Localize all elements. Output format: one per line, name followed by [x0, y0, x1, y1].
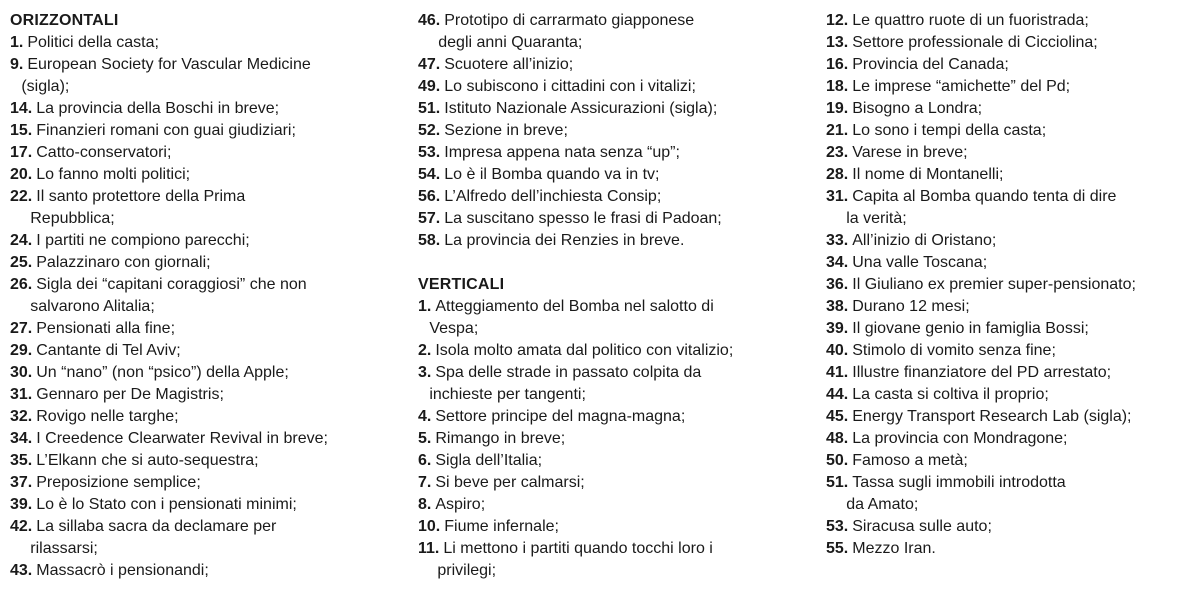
clue-number: 38. — [826, 298, 849, 315]
clue-line-1: Il nome di Montanelli; — [852, 166, 1004, 183]
clue-number: 51. — [826, 474, 849, 491]
clue-text — [435, 494, 485, 516]
clue-item — [10, 230, 405, 252]
clue-item — [10, 384, 405, 406]
clue-text — [36, 142, 171, 164]
clue-line-1: Le imprese “amichette” del Pd; — [852, 78, 1071, 95]
clue-text — [852, 164, 1003, 186]
clue-text — [852, 450, 968, 472]
clue-text — [36, 560, 209, 582]
clue-number: 18. — [826, 78, 849, 95]
clue-text — [852, 428, 1067, 450]
clue-number: 6. — [418, 452, 432, 469]
clue-item — [418, 428, 813, 450]
clue-item — [826, 142, 1196, 164]
clue-item — [826, 516, 1196, 538]
clue-line-1: Si beve per calmarsi; — [435, 474, 585, 491]
clue-text — [852, 362, 1111, 384]
clue-text — [846, 186, 1117, 230]
clue-number: 13. — [826, 34, 849, 51]
clue-text — [444, 98, 717, 120]
clue-number: 55. — [826, 540, 849, 557]
clue-line-1: Isola molto amata dal politico con vitalizio; — [435, 342, 734, 359]
clue-text — [852, 340, 1056, 362]
clue-line-1: Il giovane genio in famiglia Bossi; — [852, 320, 1089, 337]
clue-text — [30, 516, 277, 560]
clue-line-1: Varese in breve; — [852, 144, 968, 161]
verticali-list-col3 — [826, 10, 1196, 560]
clue-line-1: Lo sono i tempi della casta; — [852, 122, 1047, 139]
clue-text — [36, 252, 210, 274]
clue-number: 4. — [418, 408, 432, 425]
clue-number: 26. — [10, 276, 33, 293]
clue-number: 12. — [826, 12, 849, 29]
clue-item — [418, 406, 813, 428]
clue-line-2: privilegi; — [437, 562, 497, 579]
clue-text — [36, 362, 289, 384]
section-spacer — [418, 252, 813, 274]
clue-item — [10, 186, 405, 230]
clue-line-2: Repubblica; — [30, 210, 115, 227]
clue-number: 1. — [418, 298, 432, 315]
orizzontali-list-col2 — [418, 10, 813, 252]
clue-item — [826, 98, 1196, 120]
clue-item — [418, 76, 813, 98]
clue-line-1: Tassa sugli immobili introdotta — [852, 474, 1066, 491]
clue-text — [36, 406, 178, 428]
clue-line-1: Rovigo nelle targhe; — [36, 408, 179, 425]
clue-item — [826, 318, 1196, 340]
clue-line-1: Capita al Bomba quando tenta di dire — [852, 188, 1117, 205]
clue-text — [36, 98, 279, 120]
clue-text — [435, 428, 565, 450]
clue-text — [36, 428, 328, 450]
clue-line-1: Pensionati alla fine; — [36, 320, 176, 337]
clue-line-1: European Society for Vascular Medicine — [27, 56, 311, 73]
clue-line-2: Vespa; — [429, 320, 479, 337]
clue-line-2: (sigla); — [21, 78, 70, 95]
clue-line-1: Stimolo di vomito senza fine; — [852, 342, 1056, 359]
clue-number: 35. — [10, 452, 33, 469]
clue-text — [438, 10, 695, 54]
clue-number: 53. — [418, 144, 441, 161]
clue-text — [444, 186, 661, 208]
clue-item — [10, 406, 405, 428]
clue-line-1: Settore professionale di Cicciolina; — [852, 34, 1098, 51]
clue-text — [36, 494, 297, 516]
clue-number: 36. — [826, 276, 849, 293]
clue-line-1: Lo è lo Stato con i pensionati minimi; — [36, 496, 297, 513]
clue-line-1: Finanzieri romani con guai giudiziari; — [36, 122, 296, 139]
clue-text — [852, 120, 1046, 142]
clue-item — [418, 362, 813, 406]
clue-number: 23. — [826, 144, 849, 161]
clue-item — [418, 120, 813, 142]
clue-item — [826, 472, 1196, 516]
clue-text — [444, 120, 568, 142]
clue-text — [852, 32, 1097, 54]
clue-line-1: Istituto Nazionale Assicurazioni (sigla); — [444, 100, 718, 117]
clue-number: 58. — [418, 232, 441, 249]
clue-text — [36, 318, 175, 340]
clue-item — [10, 362, 405, 384]
clue-line-1: Settore principe del magna-magna; — [435, 408, 686, 425]
clue-line-1: Scuotere all’inizio; — [444, 56, 574, 73]
clue-line-1: Sigla dell’Italia; — [435, 452, 543, 469]
clue-line-1: Siracusa sulle auto; — [852, 518, 992, 535]
clue-number: 34. — [10, 430, 33, 447]
clue-text — [437, 538, 713, 582]
clue-number: 10. — [418, 518, 441, 535]
clue-line-1: I Creedence Clearwater Revival in breve; — [36, 430, 328, 447]
clue-line-1: Impresa appena nata senza “up”; — [444, 144, 680, 161]
clue-line-1: Aspiro; — [435, 496, 486, 513]
clue-item — [10, 560, 405, 582]
clue-item — [10, 98, 405, 120]
clue-text — [435, 406, 685, 428]
clue-line-1: La provincia con Mondragone; — [852, 430, 1068, 447]
clue-line-1: Preposizione semplice; — [36, 474, 201, 491]
clue-text — [852, 318, 1089, 340]
clue-number: 50. — [826, 452, 849, 469]
clue-item — [418, 230, 813, 252]
clue-number: 39. — [826, 320, 849, 337]
clue-text — [36, 164, 190, 186]
clue-item — [826, 32, 1196, 54]
clue-item — [10, 318, 405, 340]
clue-number: 31. — [10, 386, 33, 403]
clue-line-1: I partiti ne compiono parecchi; — [36, 232, 250, 249]
clue-item — [418, 538, 813, 582]
clue-number: 15. — [10, 122, 33, 139]
clue-number: 8. — [418, 496, 432, 513]
clue-item — [10, 428, 405, 450]
clue-item — [418, 186, 813, 208]
clue-text — [852, 296, 969, 318]
clue-line-1: All’inizio di Oristano; — [852, 232, 997, 249]
clue-text — [36, 472, 201, 494]
clue-line-1: Sigla dei “capitani coraggiosi” che non — [36, 276, 307, 293]
clue-item — [418, 142, 813, 164]
clue-number: 16. — [826, 56, 849, 73]
clue-item — [826, 340, 1196, 362]
clue-number: 29. — [10, 342, 33, 359]
clue-text — [30, 186, 246, 230]
clue-item — [826, 76, 1196, 98]
clue-item — [418, 10, 813, 54]
clue-line-1: Il santo protettore della Prima — [36, 188, 246, 205]
clue-number: 20. — [10, 166, 33, 183]
clue-line-1: Atteggiamento del Bomba nel salotto di — [435, 298, 714, 315]
clue-text — [444, 76, 696, 98]
clue-line-1: Mezzo Iran. — [852, 540, 936, 557]
clue-line-1: Le quattro ruote di un fuoristrada; — [852, 12, 1089, 29]
clue-item — [826, 428, 1196, 450]
clue-number: 5. — [418, 430, 432, 447]
clue-item — [10, 472, 405, 494]
clue-item — [10, 494, 405, 516]
clue-number: 30. — [10, 364, 33, 381]
clue-line-2: salvarono Alitalia; — [30, 298, 155, 315]
clue-item — [418, 208, 813, 230]
clue-item — [10, 54, 405, 98]
clue-number: 7. — [418, 474, 432, 491]
clue-item — [826, 164, 1196, 186]
clue-number: 21. — [826, 122, 849, 139]
clue-item — [418, 516, 813, 538]
clue-text — [36, 384, 224, 406]
clue-number: 42. — [10, 518, 33, 535]
clue-item — [10, 450, 405, 472]
clue-item — [10, 164, 405, 186]
clue-number: 40. — [826, 342, 849, 359]
clue-text — [852, 274, 1136, 296]
clue-item — [826, 54, 1196, 76]
clue-item — [418, 472, 813, 494]
clue-number: 53. — [826, 518, 849, 535]
clue-text — [852, 384, 1049, 406]
clue-line-1: Palazzinaro con giornali; — [36, 254, 211, 271]
clue-number: 1. — [10, 34, 24, 51]
clue-line-1: Famoso a metà; — [852, 452, 968, 469]
clue-text — [444, 208, 722, 230]
clue-number: 9. — [10, 56, 24, 73]
clue-number: 56. — [418, 188, 441, 205]
clue-number: 47. — [418, 56, 441, 73]
clue-line-1: Durano 12 mesi; — [852, 298, 970, 315]
clue-line-1: Un “nano” (non “psico”) della Apple; — [36, 364, 289, 381]
clue-item — [826, 296, 1196, 318]
clue-number: 32. — [10, 408, 33, 425]
clue-item — [10, 340, 405, 362]
clue-item — [826, 120, 1196, 142]
clue-line-1: La sillaba sacra da declamare per — [36, 518, 277, 535]
clue-line-1: Una valle Toscana; — [852, 254, 988, 271]
clue-line-1: Spa delle strade in passato colpita da — [435, 364, 702, 381]
clue-text — [444, 164, 659, 186]
clue-item — [418, 98, 813, 120]
clue-number: 52. — [418, 122, 441, 139]
clue-number: 2. — [418, 342, 432, 359]
clue-number: 25. — [10, 254, 33, 271]
clue-text — [846, 472, 1066, 516]
clue-number: 43. — [10, 562, 33, 579]
clue-line-1: Rimango in breve; — [435, 430, 566, 447]
clue-item — [826, 384, 1196, 406]
clue-line-1: Provincia del Canada; — [852, 56, 1009, 73]
clue-item — [10, 120, 405, 142]
clue-number: 24. — [10, 232, 33, 249]
clue-number: 27. — [10, 320, 33, 337]
orizzontali-heading: ORIZZONTALI — [10, 12, 119, 29]
clue-text — [852, 142, 967, 164]
clue-text — [444, 516, 559, 538]
clue-line-1: Il Giuliano ex premier super-pensionato; — [852, 276, 1136, 293]
clue-text — [36, 120, 296, 142]
clue-item — [10, 516, 405, 560]
clue-line-1: La suscitano spesso le frasi di Padoan; — [444, 210, 722, 227]
clue-text — [429, 362, 702, 406]
clue-line-1: Illustre finanziatore del PD arrestato; — [852, 364, 1112, 381]
clue-number: 11. — [418, 540, 440, 557]
clue-text — [444, 230, 684, 252]
clue-number: 49. — [418, 78, 441, 95]
clue-item — [826, 538, 1196, 560]
clue-line-1: Catto-conservatori; — [36, 144, 172, 161]
clue-text — [444, 54, 573, 76]
clue-item — [418, 494, 813, 516]
clue-number: 17. — [10, 144, 33, 161]
clue-line-2: da Amato; — [846, 496, 919, 513]
clue-number: 31. — [826, 188, 849, 205]
clue-line-1: Sezione in breve; — [444, 122, 568, 139]
clue-line-1: Fiume infernale; — [444, 518, 559, 535]
clue-item — [826, 362, 1196, 384]
clue-item — [10, 252, 405, 274]
column-2 — [418, 10, 813, 582]
clue-item — [10, 274, 405, 318]
clue-text — [852, 10, 1089, 32]
clue-line-1: Prototipo di carrarmato giapponese — [444, 12, 695, 29]
clue-line-1: La provincia della Boschi in breve; — [36, 100, 280, 117]
clue-line-2: inchieste per tangenti; — [429, 386, 586, 403]
clue-text — [444, 142, 680, 164]
clue-item — [826, 10, 1196, 32]
clue-item — [826, 406, 1196, 428]
verticali-list-col2 — [418, 296, 813, 582]
column-3 — [826, 10, 1196, 560]
clue-line-1: Lo fanno molti politici; — [36, 166, 191, 183]
clue-line-1: Cantante di Tel Aviv; — [36, 342, 181, 359]
clue-line-1: Politici della casta; — [27, 34, 159, 51]
clue-text — [435, 450, 542, 472]
clue-number: 51. — [418, 100, 441, 117]
clue-line-1: Lo subiscono i cittadini con i vitalizi; — [444, 78, 696, 95]
clue-item — [418, 340, 813, 362]
clue-number: 3. — [418, 364, 432, 381]
clue-number: 57. — [418, 210, 441, 227]
clue-text — [852, 76, 1070, 98]
clue-item — [418, 296, 813, 340]
clue-item — [826, 230, 1196, 252]
clue-line-1: La provincia dei Renzies in breve. — [444, 232, 685, 249]
clue-number: 14. — [10, 100, 33, 117]
clue-text — [435, 472, 584, 494]
clue-number: 28. — [826, 166, 849, 183]
clue-text — [852, 406, 1131, 428]
clue-text — [852, 230, 996, 252]
clue-item — [826, 274, 1196, 296]
column-1 — [10, 10, 405, 582]
clue-item — [10, 142, 405, 164]
clue-line-2: degli anni Quaranta; — [438, 34, 583, 51]
clue-line-1: Gennaro per De Magistris; — [36, 386, 224, 403]
clue-number: 39. — [10, 496, 33, 513]
clue-line-1: Energy Transport Research Lab (sigla); — [852, 408, 1132, 425]
clue-number: 37. — [10, 474, 33, 491]
clue-item — [10, 32, 405, 54]
clue-number: 34. — [826, 254, 849, 271]
clue-item — [418, 450, 813, 472]
clue-text — [852, 516, 992, 538]
clue-line-1: Massacrò i pensionandi; — [36, 562, 209, 579]
clue-item — [418, 164, 813, 186]
clue-text — [36, 450, 258, 472]
clue-number: 46. — [418, 12, 441, 29]
clue-text — [435, 340, 733, 362]
clue-item — [826, 450, 1196, 472]
clue-line-1: L’Alfredo dell’inchiesta Consip; — [444, 188, 662, 205]
clue-text — [21, 54, 311, 98]
verticali-heading: VERTICALI — [418, 276, 505, 293]
clue-line-1: L’Elkann che si auto-sequestra; — [36, 452, 259, 469]
clue-line-2: la verità; — [846, 210, 907, 227]
clue-number: 19. — [826, 100, 849, 117]
clue-item — [826, 252, 1196, 274]
clue-text — [852, 252, 987, 274]
clue-text — [36, 230, 249, 252]
clue-text — [36, 340, 180, 362]
clue-number: 22. — [10, 188, 33, 205]
clue-line-1: Bisogno a Londra; — [852, 100, 983, 117]
clue-text — [852, 538, 936, 560]
clue-line-1: Li mettono i partiti quando tocchi loro i — [443, 540, 713, 557]
clue-line-2: rilassarsi; — [30, 540, 98, 557]
clue-text — [30, 274, 307, 318]
clue-item — [418, 54, 813, 76]
clue-number: 45. — [826, 408, 849, 425]
clue-number: 44. — [826, 386, 849, 403]
clue-line-1: Lo è il Bomba quando va in tv; — [444, 166, 660, 183]
clue-number: 33. — [826, 232, 849, 249]
clue-number: 41. — [826, 364, 849, 381]
clue-number: 54. — [418, 166, 441, 183]
clue-text — [852, 54, 1009, 76]
clue-number: 48. — [826, 430, 849, 447]
clue-text — [852, 98, 982, 120]
clue-line-1: La casta si coltiva il proprio; — [852, 386, 1049, 403]
clue-text — [27, 32, 159, 54]
clue-text — [429, 296, 714, 340]
clue-item — [826, 186, 1196, 230]
orizzontali-list-col1 — [10, 32, 405, 582]
